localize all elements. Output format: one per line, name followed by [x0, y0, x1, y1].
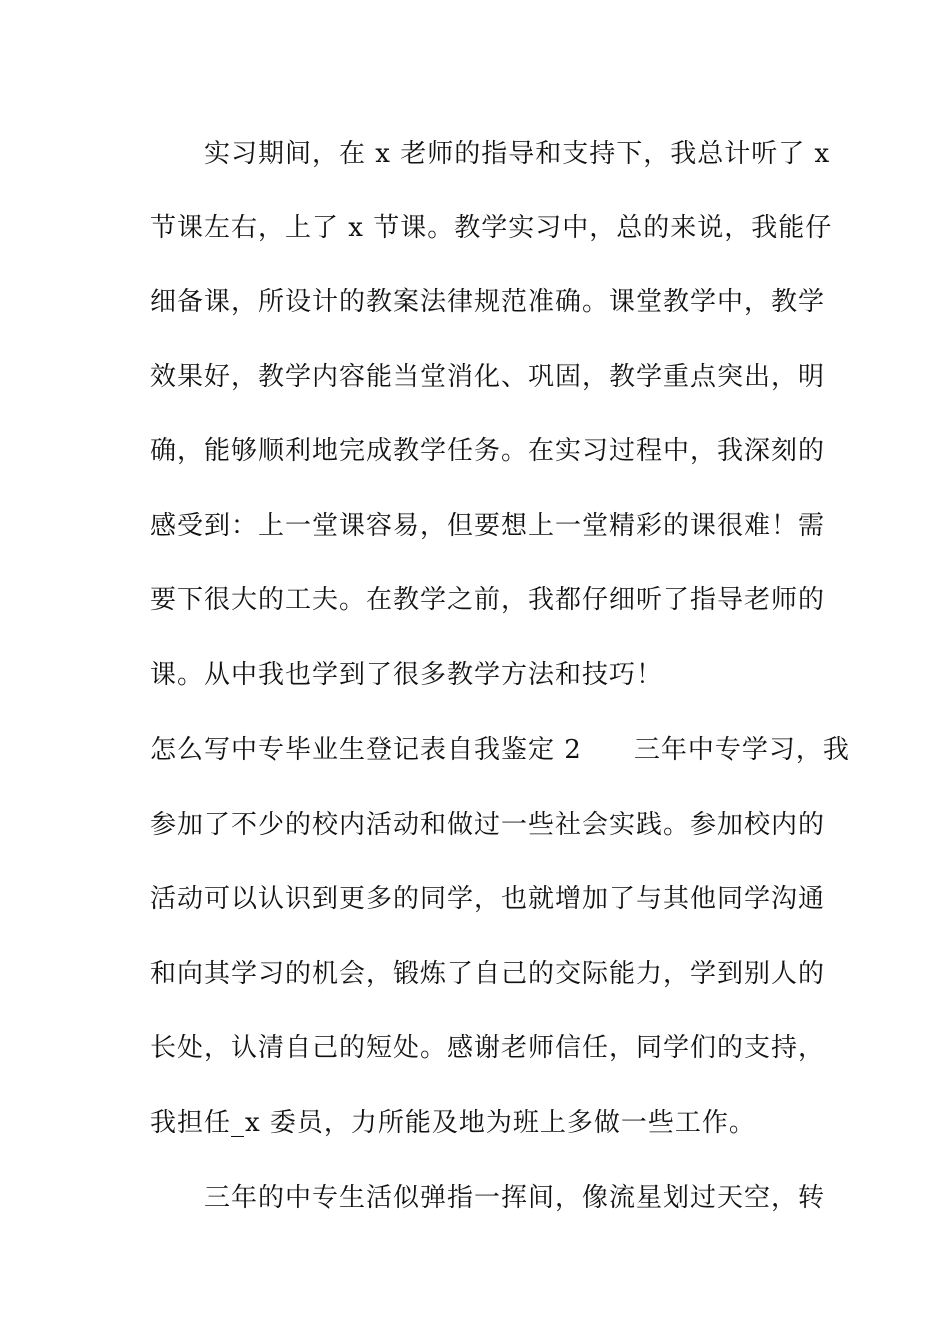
- paragraph1-line-2: 节课左右，上了 x 节课。教学实习中，总的来说，我能仔: [150, 213, 833, 243]
- paragraph1-line-3: 细备课，所设计的教案法律规范准确。课堂教学中，教学: [150, 287, 826, 317]
- section2-first-line-text: 三年中专学习，我: [633, 735, 850, 765]
- paragraph2-line-2: 活动可以认识到更多的同学，也就增加了与其他同学沟通: [150, 884, 826, 914]
- section2-heading: 怎么写中专毕业生登记表自我鉴定 2: [150, 735, 582, 765]
- paragraph1-line-5: 确，能够顺利地完成教学任务。在实习过程中，我深刻的: [150, 436, 826, 466]
- paragraph2-line-3: 和向其学习的机会，锻炼了自己的交际能力，学到别人的: [150, 959, 826, 989]
- paragraph1-line-6: 感受到：上一堂课容易，但要想上一堂精彩的课很难！需: [150, 511, 826, 541]
- paragraph3-line-1: 三年的中专生活似弹指一挥间，像流星划过天空，转: [204, 1183, 826, 1213]
- section2-heading-line: [150, 733, 850, 767]
- paragraph1-line-7: 要下很大的工夫。在教学之前，我都仔细听了指导老师的: [150, 585, 826, 615]
- paragraph1-line-4: 效果好，教学内容能当堂消化、巩固，教学重点突出，明: [150, 362, 826, 392]
- paragraph1-line-1: 实习期间，在 x 老师的指导和支持下，我总计听了 x: [204, 139, 831, 169]
- paragraph1-line-8: 课。从中我也学到了很多教学方法和技巧！: [150, 660, 664, 690]
- paragraph2-line-5: 我担任_x 委员，力所能及地为班上多做一些工作。: [150, 1108, 756, 1138]
- paragraph2-line-1: 参加了不少的校内活动和做过一些社会实践。参加校内的: [150, 810, 826, 840]
- paragraph2-line-4: 长处，认清自己的短处。感谢老师信任，同学们的支持，: [150, 1033, 826, 1063]
